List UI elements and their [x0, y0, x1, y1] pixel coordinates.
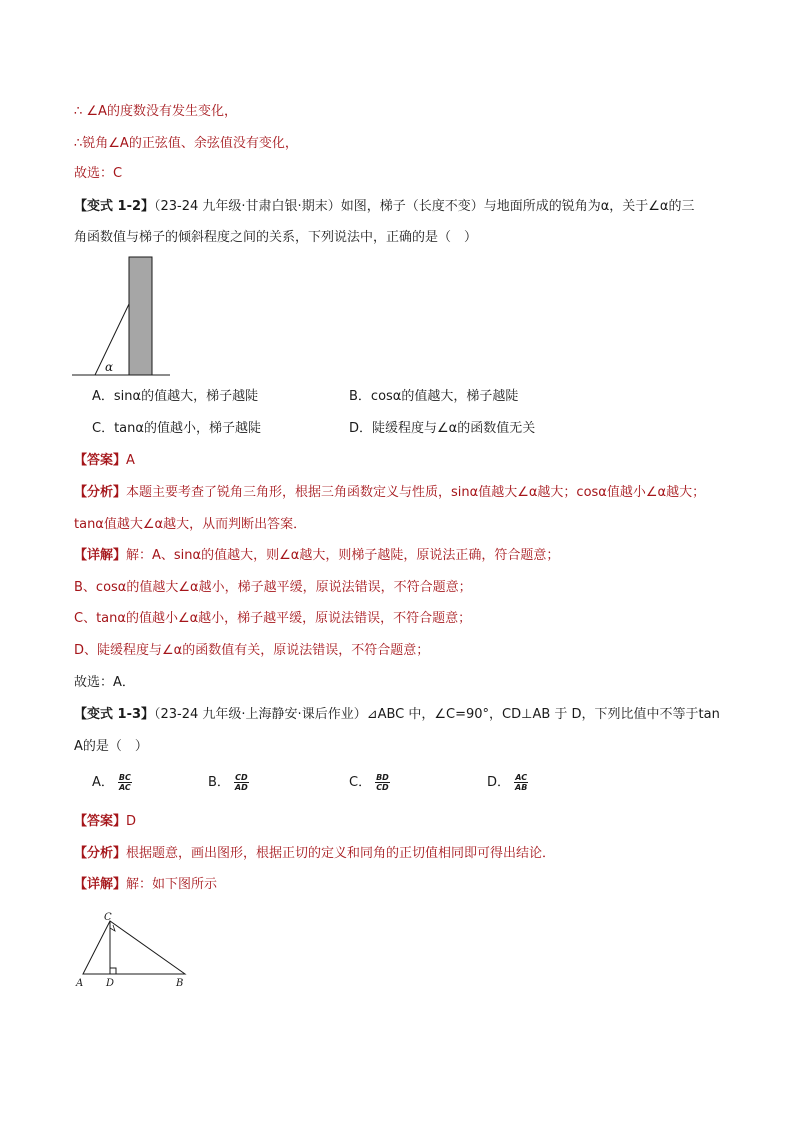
option-c-denominator: CD [376, 783, 389, 792]
option-a-1-3 [92, 773, 132, 792]
option-c: C．tanα的值越小，梯子越陡 [92, 421, 261, 436]
detail-text-1-3: 解：如下图所示 [126, 877, 218, 892]
option-c-fraction [375, 773, 390, 792]
option-d-1-3 [487, 773, 528, 792]
analysis-text-1: 本题主要考查了锐角三角形，根据三角函数定义与性质，sinα值越大∠α越大；cosα值越小∠α越大； [126, 485, 706, 500]
option-a-denominator: AC [118, 783, 131, 792]
analysis-tag-1-3: 【分析】 [74, 846, 127, 861]
analysis-line-1-3 [74, 845, 555, 863]
option-b: B．cosα的值越大，梯子越陡 [349, 389, 519, 404]
question-1-3-tag: 【变式 1-3】 [74, 707, 155, 722]
answer-tag: 【答案】 [74, 453, 127, 468]
option-b-1-3 [208, 773, 249, 792]
analysis-line-1-2-b: tanα值越大∠α越大，从而判断出答案． [74, 517, 307, 532]
right-angle-mark-d [110, 968, 116, 974]
vertex-b-label: B [176, 978, 184, 989]
answer-value-1-3: D [126, 814, 137, 829]
option-d: D．陡缓程度与∠α的函数值无关 [349, 421, 536, 436]
question-1-3-stem-line-2: A的是（ ） [74, 739, 148, 754]
point-d-label: D [106, 978, 115, 989]
choice-line: 故选：C [74, 166, 123, 181]
option-a-label: A． [92, 775, 114, 790]
wall-rect [129, 257, 152, 375]
option-c-numerator: BD [376, 773, 389, 782]
vertex-c-label: C [104, 912, 112, 923]
option-d-numerator: AC [515, 773, 528, 782]
conclusion-line-1: ∴ ∠A的度数没有发生变化， [74, 104, 237, 119]
option-a-fraction [118, 773, 132, 792]
detail-line-1-2-b: B、cosα的值越大∠α越小，梯子越平缓，原说法错误，不符合题意； [74, 580, 472, 595]
answer-value: A [126, 453, 135, 468]
triangle-figure [70, 908, 192, 992]
conclusion-line-2: ∴锐角∠A的正弦值、余弦值没有变化， [74, 136, 298, 151]
detail-line-1-2-d: D、陡缓程度与∠α的函数值有关，原说法错误，不符合题意； [74, 643, 430, 658]
option-a-numerator: BC [118, 773, 131, 782]
detail-tag-1-3: 【详解】 [74, 877, 127, 892]
answer-line-1-2 [74, 452, 135, 470]
option-d-label: D． [487, 775, 511, 790]
option-c-label: C． [349, 775, 372, 790]
ladder-figure [68, 254, 180, 380]
option-b-denominator: AD [234, 783, 248, 792]
answer-tag-1-3: 【答案】 [74, 814, 127, 829]
answer-line-1-3 [74, 813, 136, 831]
analysis-tag: 【分析】 [74, 485, 127, 500]
analysis-text-1-3: 根据题意，画出图形，根据正切的定义和同角的正切值相同即可得出结论． [126, 846, 556, 861]
detail-text-1: 解：A、sinα的值越大，则∠α越大，则梯子越陡，原说法正确，符合题意； [126, 548, 560, 563]
question-1-2-stem-1: （23-24 九年级·甘肃白银·期末）如图，梯子（长度不变）与地面所成的锐角为α，关于∠α的三 [154, 199, 695, 214]
analysis-line-1-2-a [74, 484, 705, 502]
option-b-fraction [234, 773, 249, 792]
option-d-fraction [514, 773, 528, 792]
right-angle-mark-c [110, 925, 115, 931]
vertex-a-label: A [76, 978, 84, 989]
option-c-1-3 [349, 773, 390, 792]
question-1-3-stem-1: （23-24 九年级·上海静安·课后作业）⊿ABC 中，∠C=90°，CD⊥AB 于 D，下列比值中不等于tan [154, 707, 720, 722]
angle-alpha-label: α [105, 360, 114, 374]
detail-line-1-2-a [74, 547, 559, 565]
question-1-3-stem-line-1 [74, 706, 720, 724]
option-a: A．sinα的值越大，梯子越陡 [92, 389, 259, 404]
detail-line-1-3 [74, 876, 217, 894]
option-b-label: B． [208, 775, 230, 790]
option-b-numerator: CD [235, 773, 248, 782]
option-d-denominator: AB [515, 783, 528, 792]
choice-line-1-2: 故选：A． [74, 675, 135, 690]
question-1-2-stem-line-2: 角函数值与梯子的倾斜程度之间的关系，下列说法中，正确的是（ ） [74, 230, 478, 245]
detail-tag: 【详解】 [74, 548, 127, 563]
triangle-abc [83, 921, 185, 974]
question-1-2-tag: 【变式 1-2】 [74, 199, 155, 214]
question-1-2-stem-line-1 [74, 198, 694, 216]
detail-line-1-2-c: C、tanα的值越小∠α越小，梯子越平缓，原说法错误，不符合题意； [74, 611, 472, 626]
